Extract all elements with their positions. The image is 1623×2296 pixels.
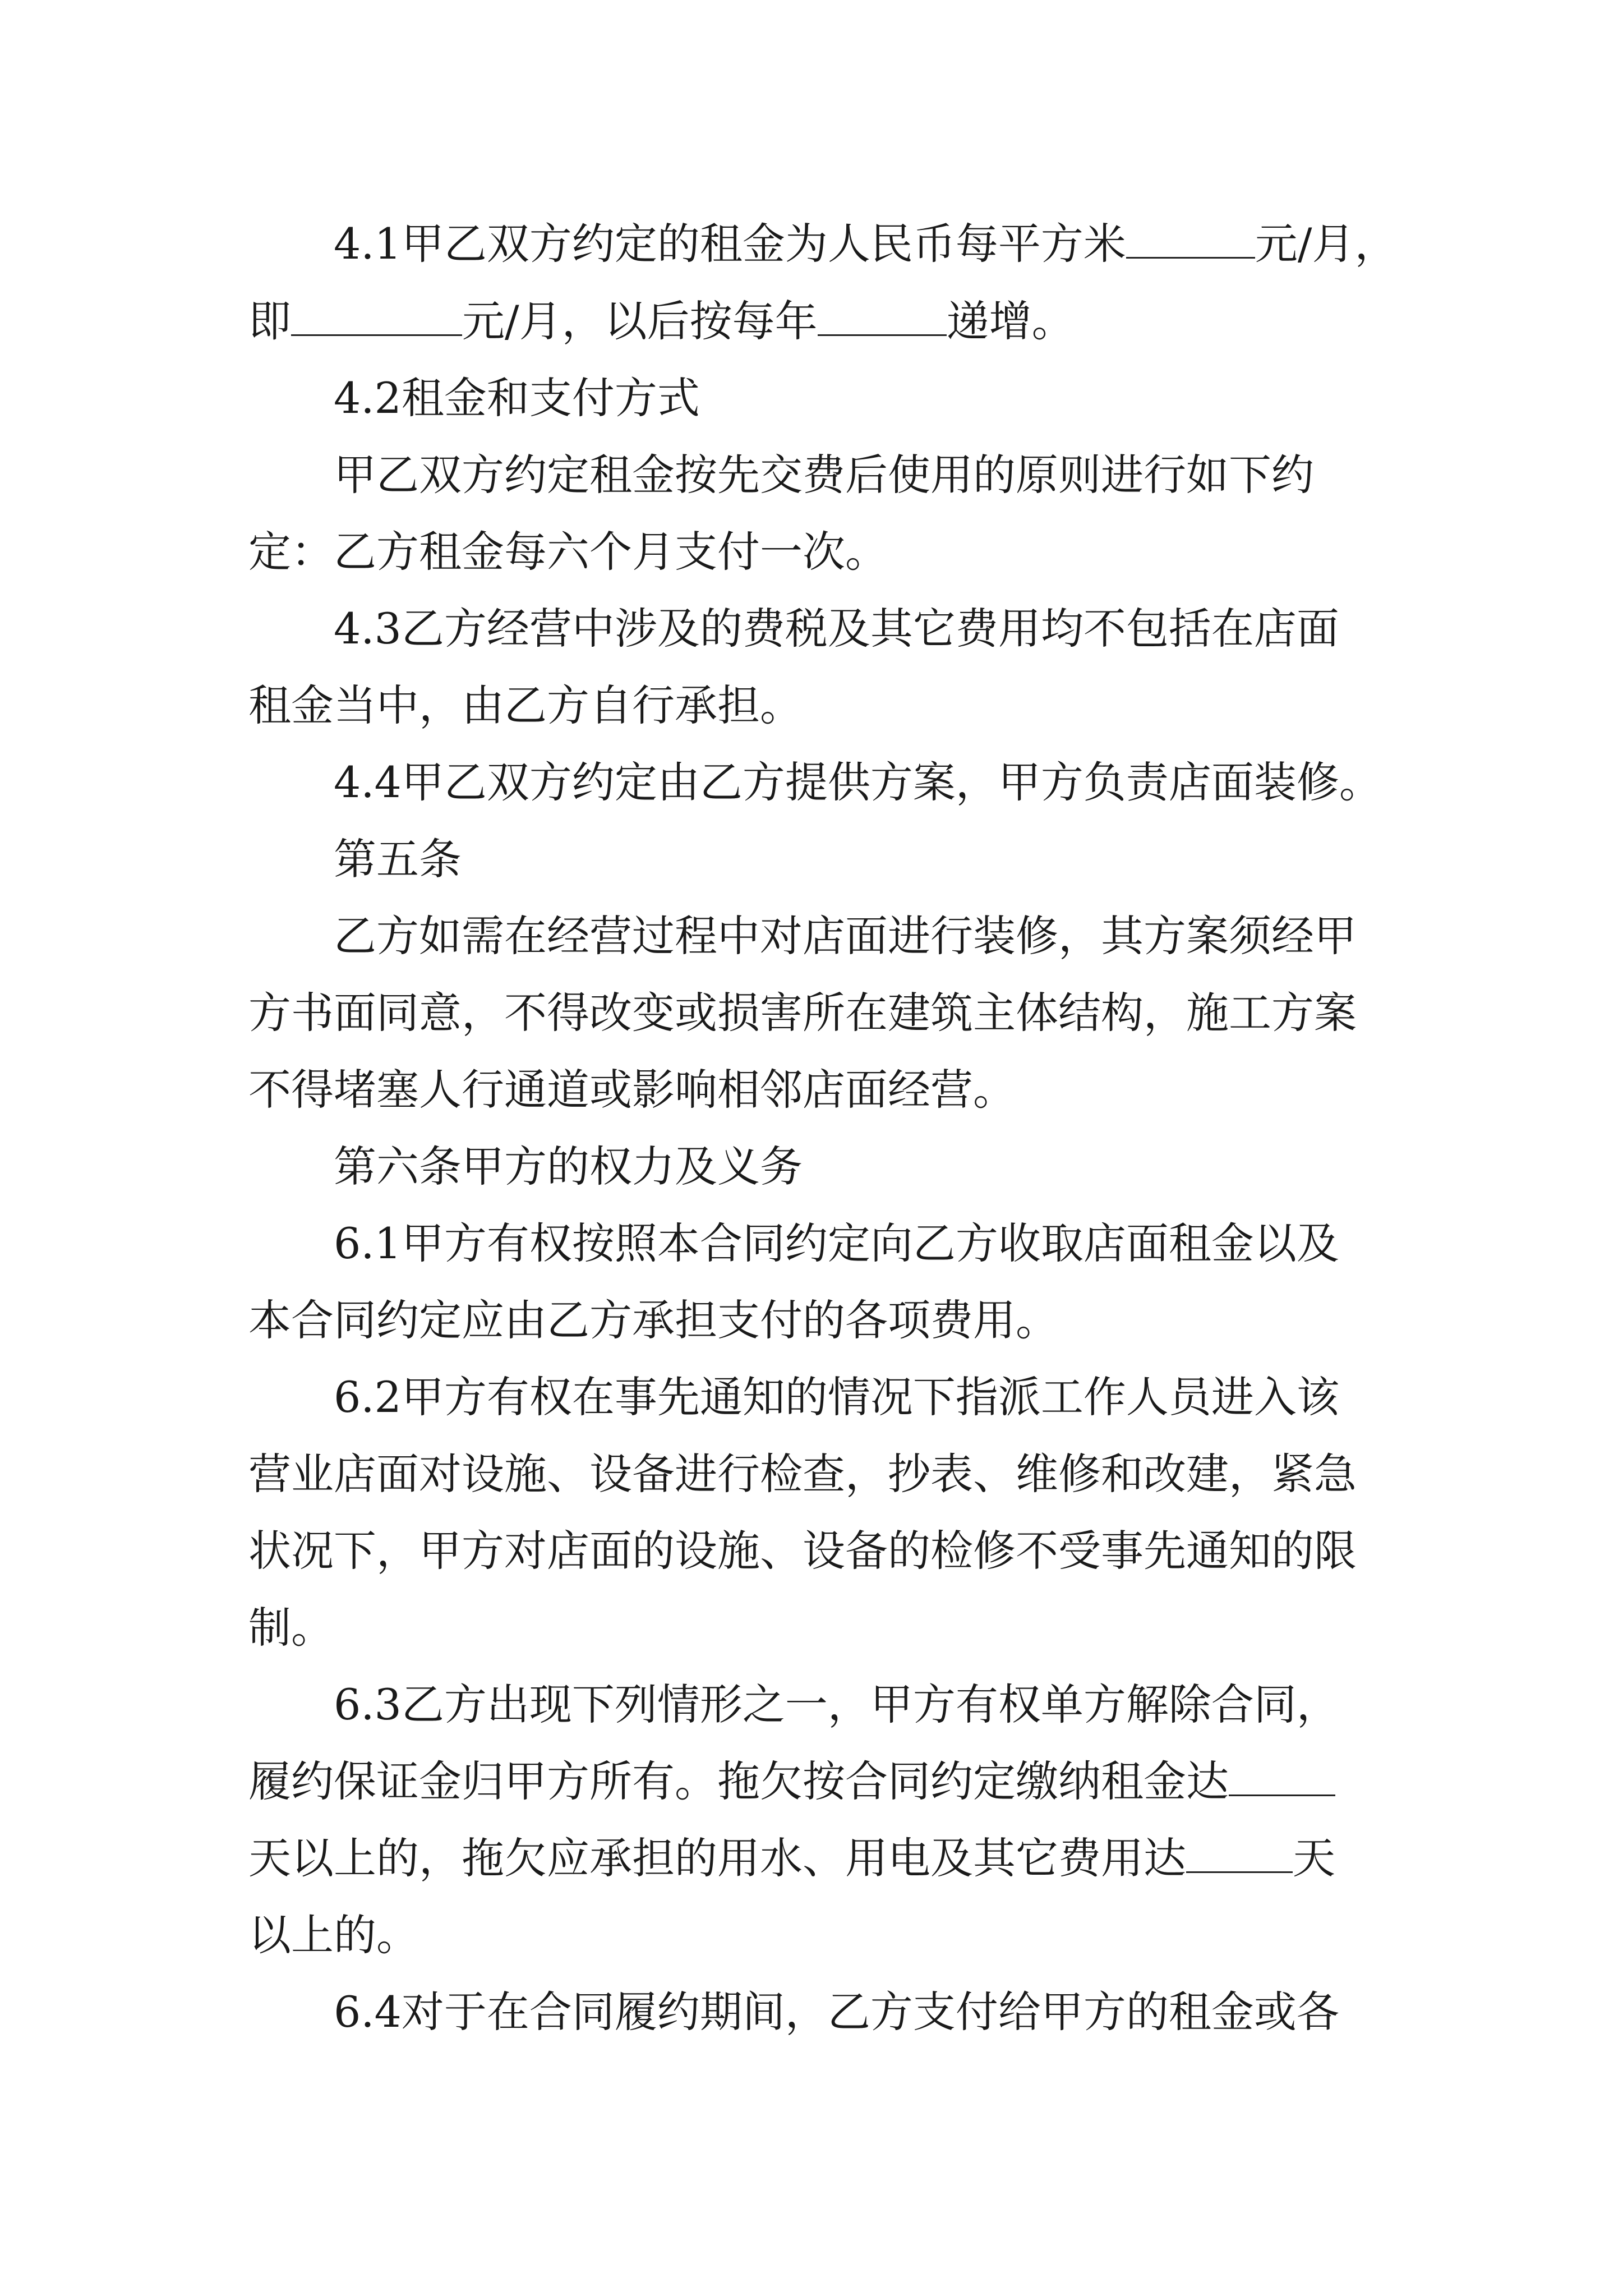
- clause-6-4-line-1: 6.4对于在合同履约期间，乙方支付给甲方的租金或各: [334, 1987, 1339, 2037]
- clause-6-2-line-2: 营业店面对设施、设备进行检查，抄表、维修和改建，紧急: [248, 1449, 1357, 1499]
- clause-4-1-line-1: [334, 216, 1397, 272]
- article-5-line-2: 方书面同意，不得改变或损害所在建筑主体结构，施工方案: [248, 988, 1357, 1038]
- clause-6-3-line-4: 以上的。: [248, 1910, 419, 1960]
- article-5-title: 第五条: [334, 834, 462, 884]
- text: 元/月，: [1255, 219, 1398, 269]
- text: 递增。: [946, 296, 1075, 346]
- blank-rent-overdue-days: [1229, 1755, 1335, 1796]
- blank-rent-per-sqm: [1126, 218, 1255, 259]
- text: 4.1甲乙双方约定的租金为人民币每平方米: [334, 219, 1126, 269]
- clause-6-2-line-3: 状况下，甲方对店面的设施、设备的检修不受事先通知的限: [248, 1526, 1357, 1576]
- clause-6-3-line-1: 6.3乙方出现下列情形之一，甲方有权单方解除合同，: [334, 1680, 1339, 1729]
- clause-6-2-line-4: 制。: [248, 1603, 334, 1653]
- blank-monthly-rent: [291, 295, 462, 336]
- clause-6-3-line-3: [248, 1830, 1335, 1887]
- clause-4-3-line-1: 4.3乙方经营中涉及的费税及其它费用均不包括在店面: [334, 604, 1339, 654]
- article-5-line-1: 乙方如需在经营过程中对店面进行装修，其方案须经甲: [334, 911, 1357, 961]
- clause-4-2-body-line-2: 定：乙方租金每六个月支付一次。: [248, 527, 888, 577]
- blank-utility-overdue-days: [1186, 1832, 1293, 1873]
- clause-6-2-line-1: 6.2甲方有权在事先通知的情况下指派工作人员进入该: [334, 1372, 1339, 1422]
- article-5-line-3: 不得堵塞人行通道或影响相邻店面经营。: [248, 1065, 1016, 1115]
- text: 天以上的，拖欠应承担的用水、用电及其它费用达: [248, 1833, 1186, 1883]
- text: 元/月，以后按每年: [462, 296, 818, 346]
- text: 天: [1293, 1833, 1335, 1883]
- clause-4-1-line-2: [248, 293, 1075, 349]
- clause-6-1-line-2: 本合同约定应由乙方承担支付的各项费用。: [248, 1295, 1058, 1345]
- clause-4-2-heading: 4.2租金和支付方式: [334, 373, 700, 423]
- clause-4-4: 4.4甲乙双方约定由乙方提供方案，甲方负责店面装修。: [334, 757, 1382, 807]
- article-6-title: 第六条甲方的权力及义务: [334, 1142, 803, 1191]
- clause-6-1-line-1: 6.1甲方有权按照本合同约定向乙方收取店面租金以及: [334, 1218, 1339, 1268]
- text: 即: [248, 296, 291, 346]
- clause-4-2-body-line-1: 甲乙双方约定租金按先交费后使用的原则进行如下约: [334, 450, 1314, 500]
- clause-6-3-line-2: [248, 1754, 1335, 1810]
- text: 履约保证金归甲方所有。拖欠按合同约定缴纳租金达: [248, 1756, 1229, 1806]
- clause-4-3-line-2: 租金当中，由乙方自行承担。: [248, 680, 803, 730]
- blank-annual-increase: [818, 295, 947, 336]
